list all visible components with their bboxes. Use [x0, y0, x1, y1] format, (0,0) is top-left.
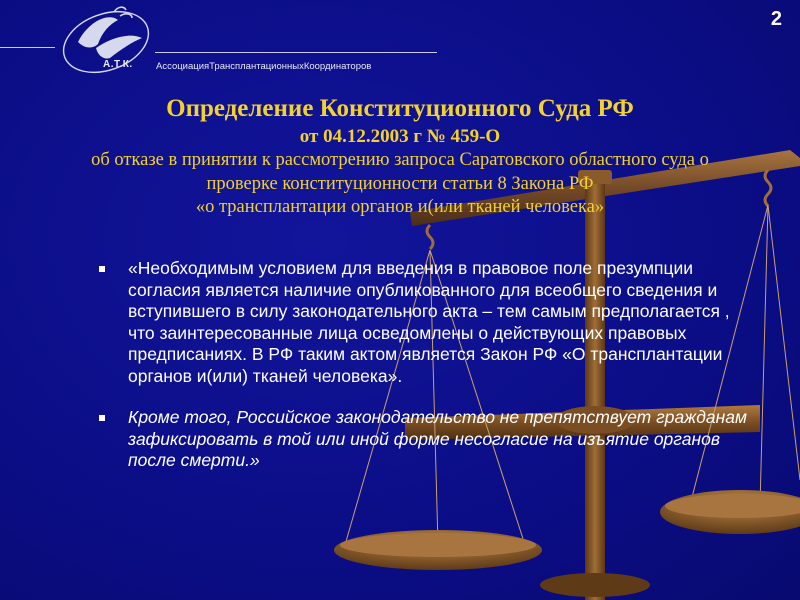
bullet-text: Кроме того, Российское законодательство не препятствует гражданам зафиксировать в той или иной форме несогласие на изъятие органов после смерти.»	[128, 407, 747, 470]
bullet-text: «Необходимым условием для введения в правовое поле презумпции согласия является наличие опубликованного для всеобщего сведения и вступившего в силу законодательного акта – тем самым предполагается , что заинтересованные лица осведомлены о действующих правовых предписаниях. В РФ таким актом является Закон РФ «О трансплантации органов и(или) тканей человека».	[128, 258, 730, 386]
subtitle-line-1: об отказе в принятии к рассмотрению запроса Саратовского областного суда о	[91, 150, 709, 170]
header-rule-right	[155, 52, 437, 53]
logo-abbreviation: А.Т.К.	[103, 59, 133, 70]
organization-name: АссоциацияТрансплантационныхКоординаторов	[156, 61, 372, 72]
slide-number: 2	[770, 8, 782, 30]
square-bullet-icon	[99, 266, 105, 272]
subtitle-line-2: проверке конституционности статьи 8 Закона РФ	[206, 173, 594, 194]
bullet-item	[98, 258, 748, 387]
bullet-item	[98, 407, 748, 472]
header-rule-left	[0, 47, 55, 48]
title-block	[0, 94, 800, 219]
decision-date-line: от 04.12.2003 г № 459-О	[299, 126, 501, 147]
square-bullet-icon	[99, 415, 105, 421]
slide-title: Определение Конституционного Суда РФ	[166, 95, 634, 122]
bullet-list	[98, 258, 748, 472]
subtitle-line-3: «о трансплантации органов и(или тканей человека»	[195, 197, 605, 217]
